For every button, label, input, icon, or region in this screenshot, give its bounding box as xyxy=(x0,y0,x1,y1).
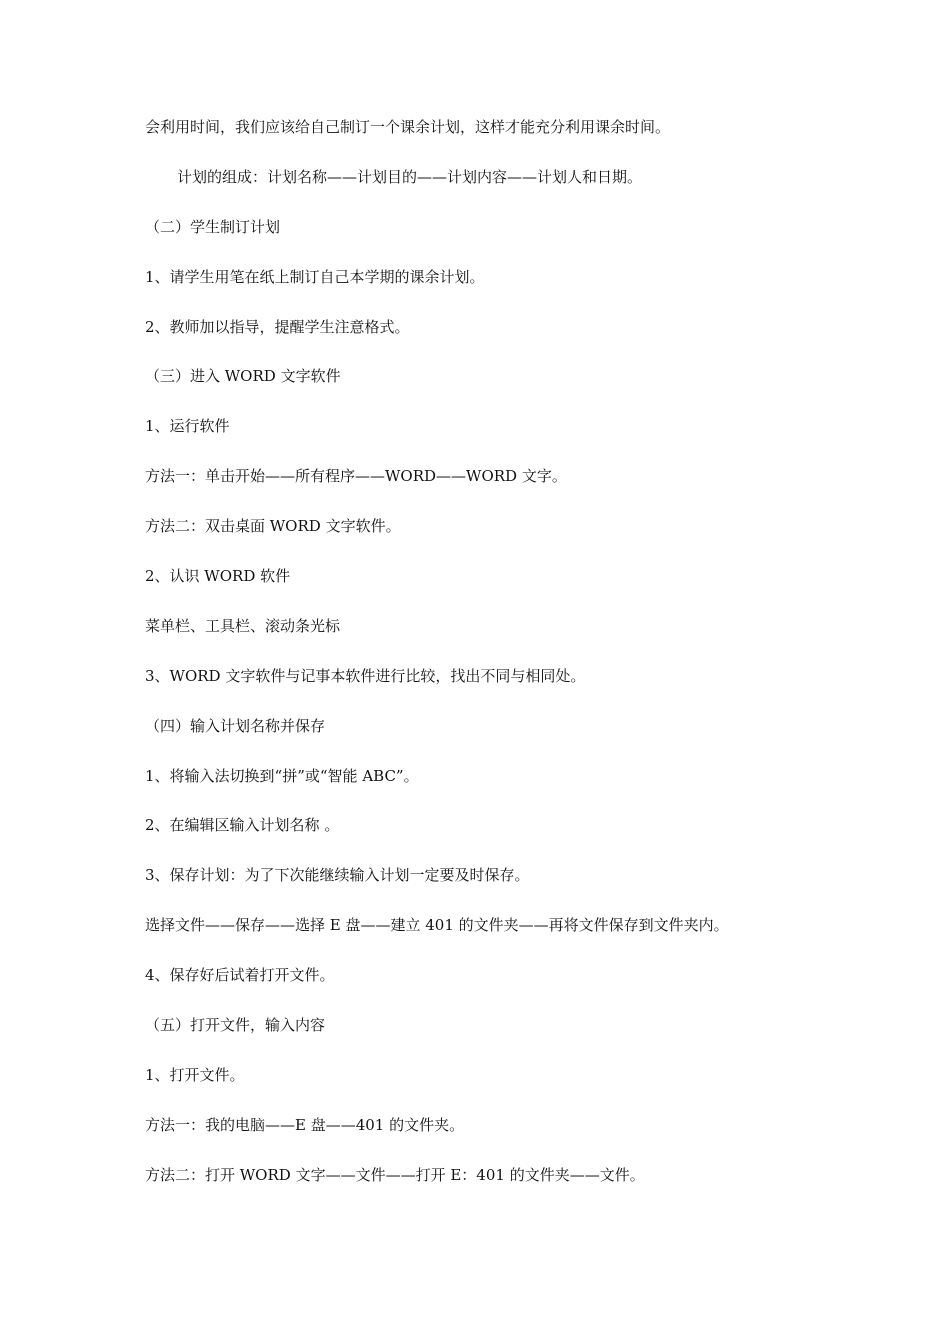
paragraph-line: 2、认识 WORD 软件 xyxy=(145,567,291,586)
paragraph-line: 方法一：单击开始——所有程序——WORD——WORD 文字。 xyxy=(145,467,567,486)
paragraph-line: 1、将输入法切换到“拼”或“智能 ABC”。 xyxy=(145,766,419,785)
paragraph-line: 会利用时间，我们应该给自己制订一个课余计划，这样才能充分利用课余时间。 xyxy=(145,118,671,136)
paragraph-line: 选择文件——保存——选择 E 盘——建立 401 的文件夹——再将文件保存到文件夹内。 xyxy=(145,916,729,935)
paragraph-line: 方法二：双击桌面 WORD 文字软件。 xyxy=(145,517,401,536)
paragraph-line: 计划的组成：计划名称——计划目的——计划内容——计划人和日期。 xyxy=(177,167,643,186)
paragraph-line: 方法二：打开 WORD 文字——文件——打开 E：401 的文件夹——文件。 xyxy=(145,1165,645,1184)
paragraph-line: 1、运行软件 xyxy=(145,417,230,436)
section-heading: （四）输入计划名称并保存 xyxy=(145,716,326,735)
paragraph-line: 1、请学生用笔在纸上制订自己本学期的课余计划。 xyxy=(145,267,485,286)
paragraph-line: 2、教师加以指导，提醒学生注意格式。 xyxy=(145,317,410,336)
paragraph-line: 3、WORD 文字软件与记事本软件进行比较，找出不同与相同处。 xyxy=(145,666,586,685)
paragraph-line: 方法一：我的电脑——E 盘——401 的文件夹。 xyxy=(145,1115,465,1134)
document-body xyxy=(145,117,805,1215)
paragraph-line: 3、保存计划：为了下次能继续输入计划一定要及时保存。 xyxy=(145,866,530,885)
paragraph-line: 2、在编辑区输入计划名称 。 xyxy=(145,816,340,835)
section-heading: （五）打开文件，输入内容 xyxy=(145,1016,326,1035)
section-heading: （三）进入 WORD 文字软件 xyxy=(145,367,341,386)
section-heading: （二）学生制订计划 xyxy=(145,217,281,236)
paragraph-line: 1、打开文件。 xyxy=(145,1065,245,1084)
paragraph-line: 菜单栏、工具栏、滚动条光标 xyxy=(145,616,341,635)
paragraph-line: 4、保存好后试着打开文件。 xyxy=(145,966,335,985)
